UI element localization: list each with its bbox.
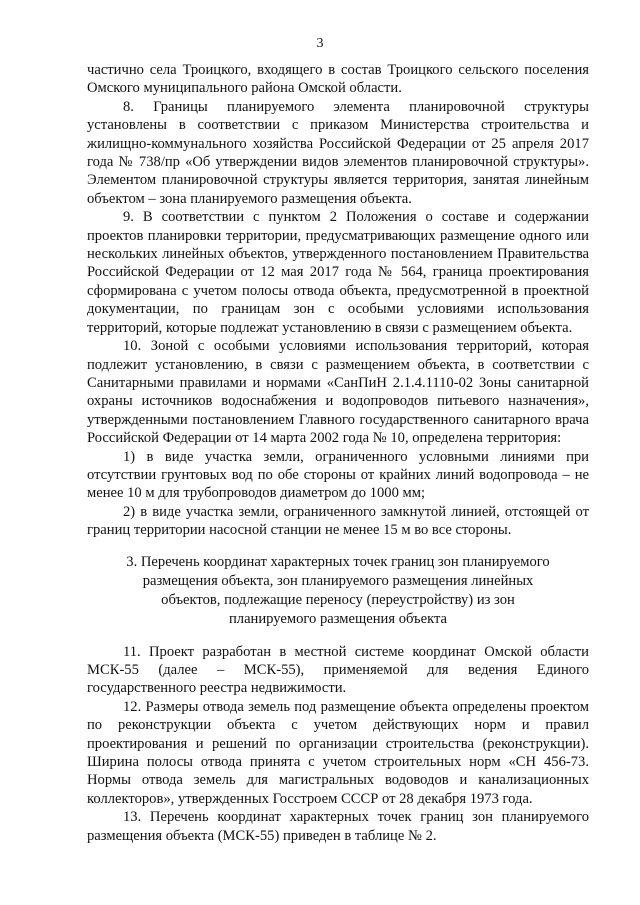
paragraph-8: 8. Границы планируемого элемента планировочной структуры установлены в соответствии с приказом Министерства строительства и жилищно-коммунального хозяйства Российской Федерации от 25 апреля 2017 года № 738/пр «Об утверждении видов элементов планировочной структуры». Элементом планировочной структуры является территория, занятая линейным объектом – зона планируемого размещения объекта. bbox=[87, 98, 589, 207]
paragraph-10: 10. Зоной с особыми условиями использования территорий, которая подлежит установлению, в связи с размещением объекта, в соответствии с Санитарными правилами и нормами «СанПиН 2.1.4.1110-02 Зоны санитарной охраны источников водоснабжения и водопроводов питьевого назначения», утвержденными постановлением Главного государственного санитарного врача Российской Федерации от 14 марта 2002 года № 10, определена территория: bbox=[87, 338, 589, 447]
paragraph-11: 11. Проект разработан в местной системе координат Омской области МСК-55 (далее – МСК-55), применяемой для ведения Единого государственного реестра недвижимости. bbox=[87, 643, 589, 697]
document-body bbox=[87, 61, 589, 845]
paragraph-12: 12. Размеры отвода земель под размещение объекта определены проектом по реконструкции объекта с учетом действующих норм и правил проектирования и решений по организации строительства (реконструкции). Ширина полосы отвода принята с учетом строительных норм «СН 456-73. Нормы отвода земель для магистральных водоводов и канализационных коллекторов», утвержденных Госстроем СССР от 28 декабря 1973 года. bbox=[87, 698, 589, 807]
paragraph-continuation: частично села Троицкого, входящего в состав Троицкого сельского поселения Омского муниципального района Омской области. bbox=[87, 62, 589, 97]
paragraph-10-item-1: 1) в виде участка земли, ограниченного условными линиями при отсутствии грунтовых вод по обе стороны от крайних линий водопровода – не менее 10 м для трубопроводов диаметром до 1000 мм; bbox=[87, 448, 589, 502]
paragraph-13: 13. Перечень координат характерных точек границ зон планируемого размещения объекта (МСК-55) приведен в таблице № 2. bbox=[87, 809, 589, 844]
page-number: 3 bbox=[316, 36, 324, 51]
paragraph-10-item-2: 2) в виде участка земли, ограниченного замкнутой линией, отстоящей от границ территории насосной станции не менее 15 м во все стороны. bbox=[87, 503, 589, 539]
section-3-heading: 3. Перечень координат характерных точек границ зон планируемого размещения объекта, зон планируемого размещения линейных объектов, подлежащие переносу (переустройству) из зон планируемого размещения объекта bbox=[126, 553, 550, 627]
paragraph-9: 9. В соответствии с пунктом 2 Положения о составе и содержании проектов планировки территории, предусматривающих размещение одного или нескольких линейных объектов, утвержденного постановлением Правительства Российской Федерации от 12 мая 2017 года № 564, граница проектирования сформирована с учетом полосы отвода объекта, предусмотренной в проектной документации, по границам зон с особыми условиями использования территорий, которые подлежат установлению в связи с размещением объекта. bbox=[87, 209, 589, 336]
